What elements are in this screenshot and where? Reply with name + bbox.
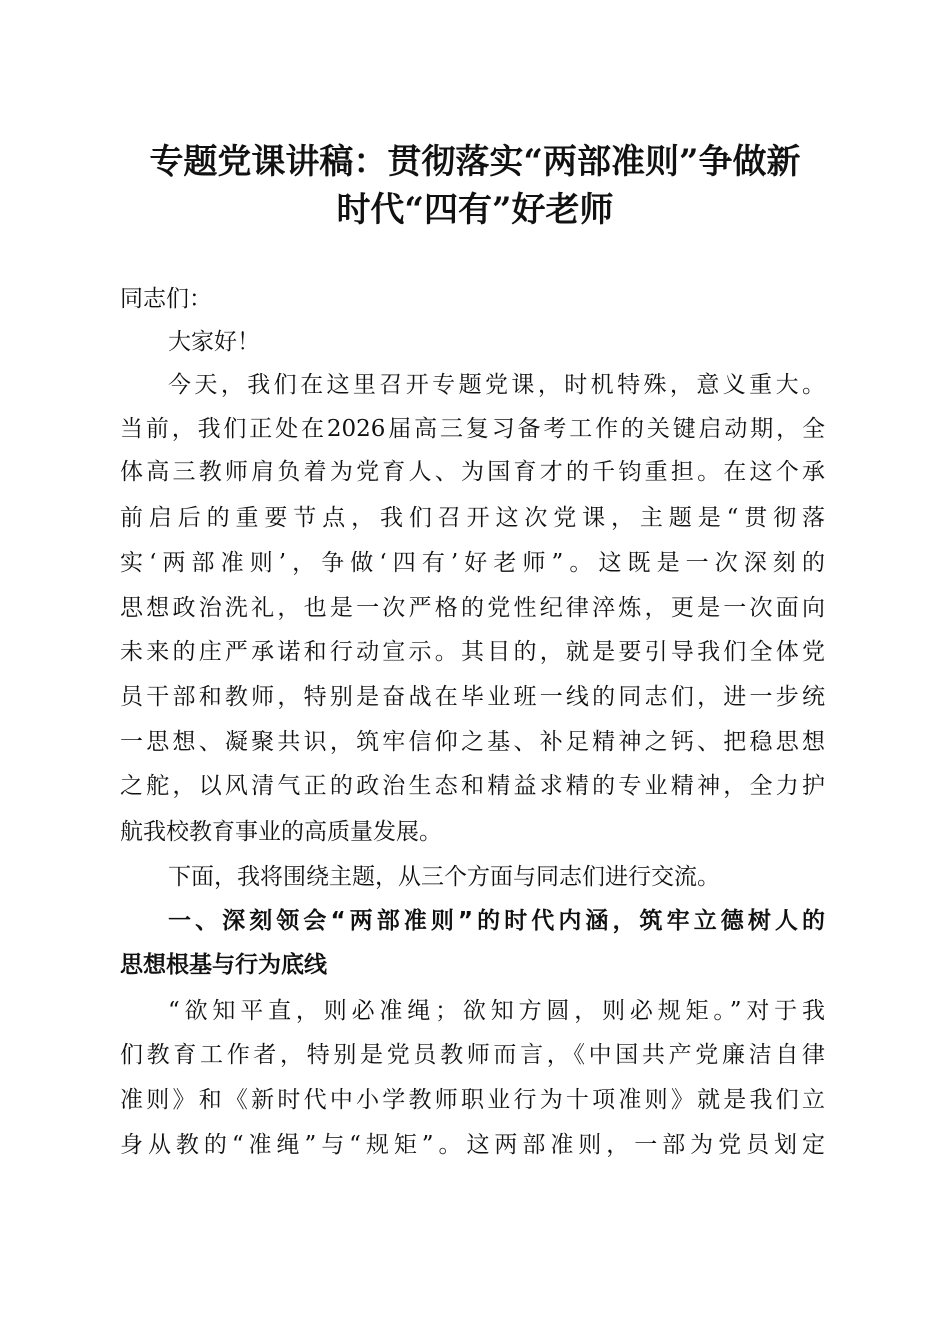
document-title-line-2: 时代“四有”好老师	[336, 190, 614, 230]
paragraph-1-line: 今天，我们在这里召开专题党课，时机特殊，意义重大。	[168, 372, 825, 398]
paragraph-1-line: 航我校教育事业的高质量发展。	[120, 819, 442, 845]
paragraph-3-line: 准则》和《新时代中小学教师职业行为十项准则》就是我们立	[120, 1087, 825, 1113]
paragraph-1-line: 当前，我们正处在2026届高三复习备考工作的关键启动期，全	[120, 416, 825, 442]
paragraph-1-line: 实‘两部准则’，争做‘四有’好老师”。这既是一次深刻的	[120, 550, 825, 576]
paragraph-1-line: 员干部和教师，特别是奋战在毕业班一线的同志们，进一步统	[120, 684, 825, 710]
paragraph-3-line: 们教育工作者，特别是党员教师而言，《中国共产党廉洁自律	[120, 1042, 825, 1068]
greeting: 大家好！	[168, 329, 260, 355]
paragraph-3-line: 身从教的“准绳”与“规矩”。这两部准则，一部为党员划定	[120, 1132, 825, 1158]
paragraph-1-line: 未来的庄严承诺和行动宣示。其目的，就是要引导我们全体党	[120, 639, 825, 665]
paragraph-2: 下面，我将围绕主题，从三个方面与同志们进行交流。	[168, 864, 720, 890]
document-title-line-1: 专题党课讲稿：贯彻落实“两部准则”争做新	[149, 142, 801, 182]
salutation: 同志们：	[120, 286, 212, 312]
paragraph-3-line: “欲知平直，则必准绳；欲知方圆，则必规矩。”对于我	[168, 998, 825, 1024]
paragraph-1-line: 一思想、凝聚共识，筑牢信仰之基、补足精神之钙、把稳思想	[120, 729, 825, 755]
paragraph-1-line: 体高三教师肩负着为党育人、为国育才的千钧重担。在这个承	[120, 459, 825, 485]
section-heading-line: 一、深刻领会“两部准则”的时代内涵，筑牢立德树人的	[168, 908, 825, 934]
paragraph-1-line: 前启后的重要节点，我们召开这次党课，主题是“贯彻落	[120, 505, 825, 531]
paragraph-1-line: 之舵，以风清气正的政治生态和精益求精的专业精神，全力护	[120, 773, 825, 799]
paragraph-1-line: 思想政治洗礼，也是一次严格的党性纪律淬炼，更是一次面向	[120, 595, 825, 621]
section-heading-line: 思想根基与行为底线	[120, 952, 327, 978]
